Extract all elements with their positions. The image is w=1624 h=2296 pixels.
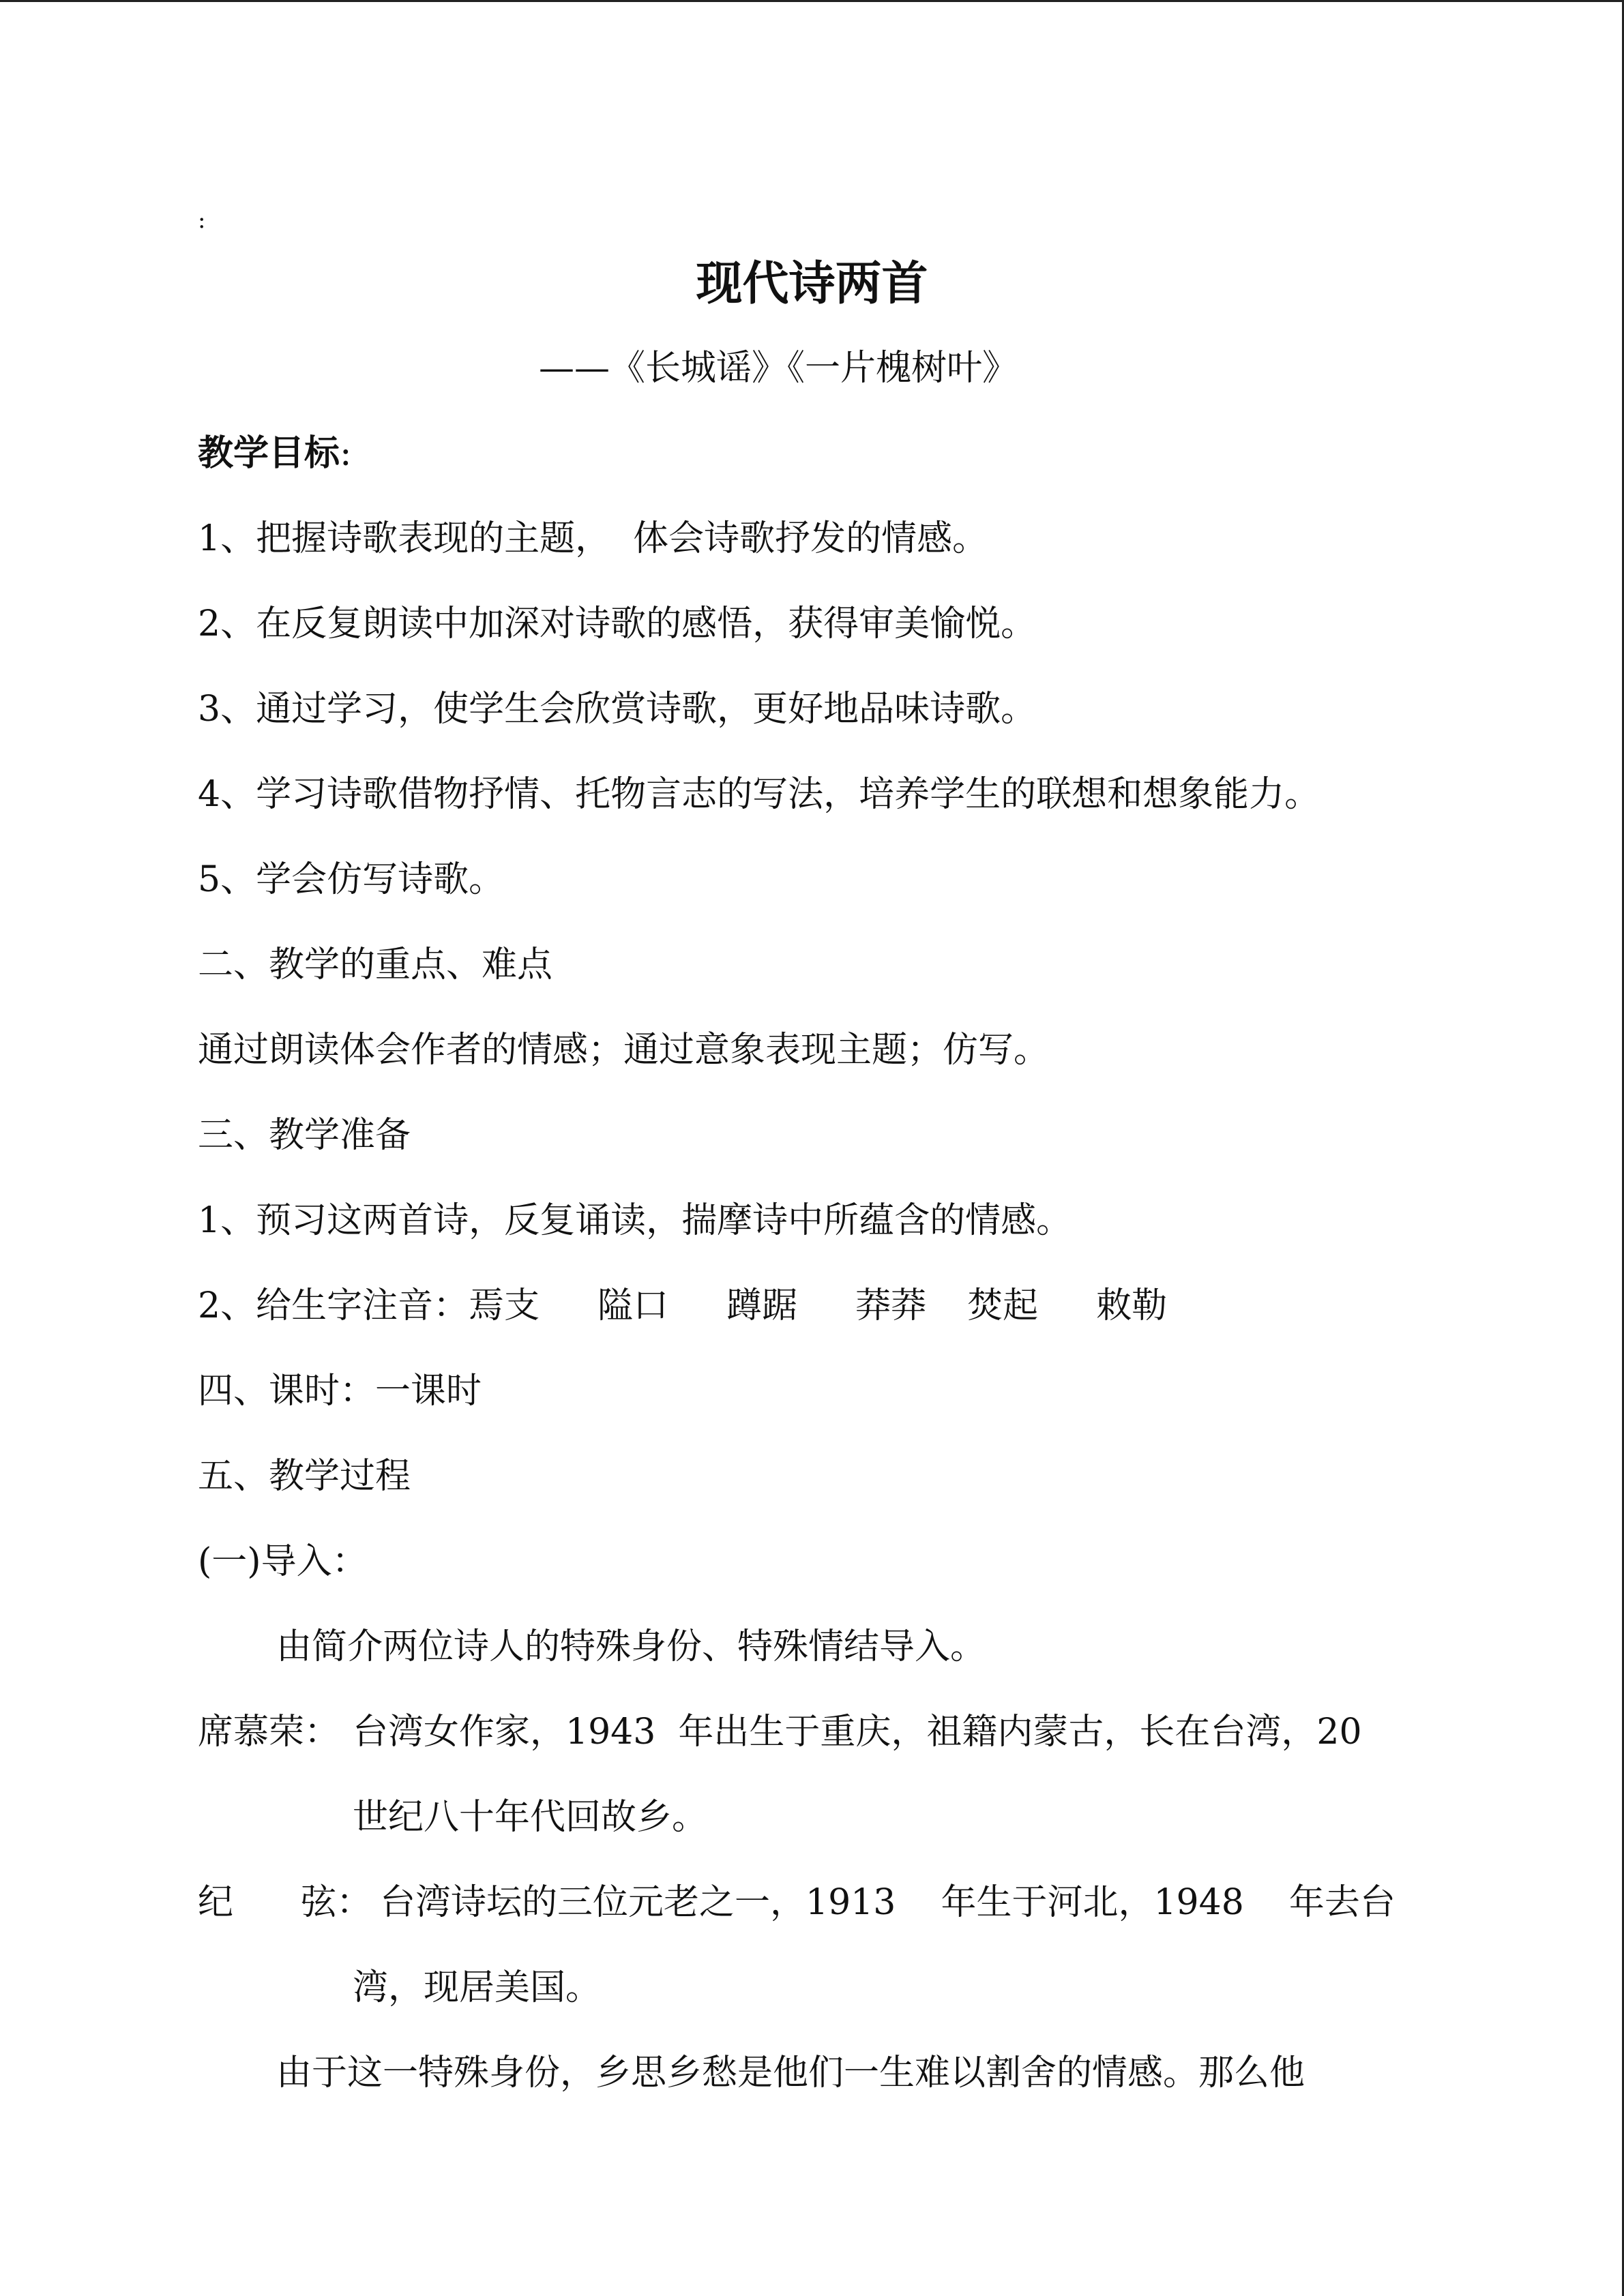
section3-heading: 三、教学准备 — [198, 1115, 411, 1156]
poet2-name: 纪 弦： — [198, 1882, 372, 1923]
vocab-word: 焚起 — [967, 1285, 1039, 1326]
poet2-line-2: 湾，现居美国。 — [353, 1967, 602, 2008]
objective-item-2: 2、在反复朗读中加深对诗歌的感悟，获得审美愉悦。 — [198, 603, 1037, 644]
document-title: 现代诗两首 — [696, 257, 928, 311]
section4-line: 四、课时：一课时 — [198, 1371, 482, 1412]
section3-item-2-label: 2、给生字注音： — [198, 1285, 469, 1326]
intro-text: 由简介两位诗人的特殊身份、特殊情结导入。 — [276, 1626, 986, 1667]
header-mark: : — [198, 207, 206, 234]
poet1-name: 席慕荣： — [198, 1712, 340, 1753]
section5-heading: 五、教学过程 — [198, 1456, 411, 1497]
objectives-heading-line — [198, 432, 352, 475]
objectives-heading-colon: : — [340, 433, 352, 474]
objectives-heading: 教学目标 — [198, 433, 340, 474]
vocab-word: 莽莽 — [855, 1285, 927, 1326]
objective-item-3: 3、通过学习，使学生会欣赏诗歌，更好地品味诗歌。 — [198, 689, 1037, 730]
objective-item-5: 5、学会仿写诗歌。 — [198, 859, 505, 900]
vocab-word: 隘口 — [597, 1285, 669, 1326]
section2-heading: 二、教学的重点、难点 — [198, 944, 553, 985]
document-subtitle: ——《长城谣》《一片槐树叶》 — [539, 348, 1018, 389]
vocab-word: 敕勒 — [1096, 1285, 1168, 1326]
objective-item-1: 1、把握诗歌表现的主题， 体会诗歌抒发的情感。 — [198, 518, 988, 559]
poet2-line-1: 台湾诗坛的三位元老之一，1913 年生于河北，1948 年去台 — [380, 1882, 1396, 1923]
section3-item-1: 1、预习这两首诗，反复诵读，揣摩诗中所蕴含的情感。 — [198, 1200, 1072, 1241]
intro-heading: (一)导入： — [198, 1541, 368, 1582]
section3-item-2 — [198, 1284, 1167, 1328]
vocab-word: 焉支 — [469, 1285, 540, 1326]
closing-text: 由于这一特殊身份，乡思乡愁是他们一生难以割舍的情感。那么他 — [276, 2053, 1305, 2093]
objective-item-4: 4、学习诗歌借物抒情、托物言志的写法，培养学生的联想和想象能力。 — [198, 774, 1320, 815]
vocab-word: 蹲踞 — [726, 1285, 798, 1326]
section2-text: 通过朗读体会作者的情感；通过意象表现主题；仿写。 — [198, 1030, 1050, 1071]
poet1-line-2: 世纪八十年代回故乡。 — [353, 1797, 708, 1838]
poet1-line-1: 台湾女作家，1943 年出生于重庆，祖籍内蒙古，长在台湾，20 — [353, 1712, 1362, 1753]
